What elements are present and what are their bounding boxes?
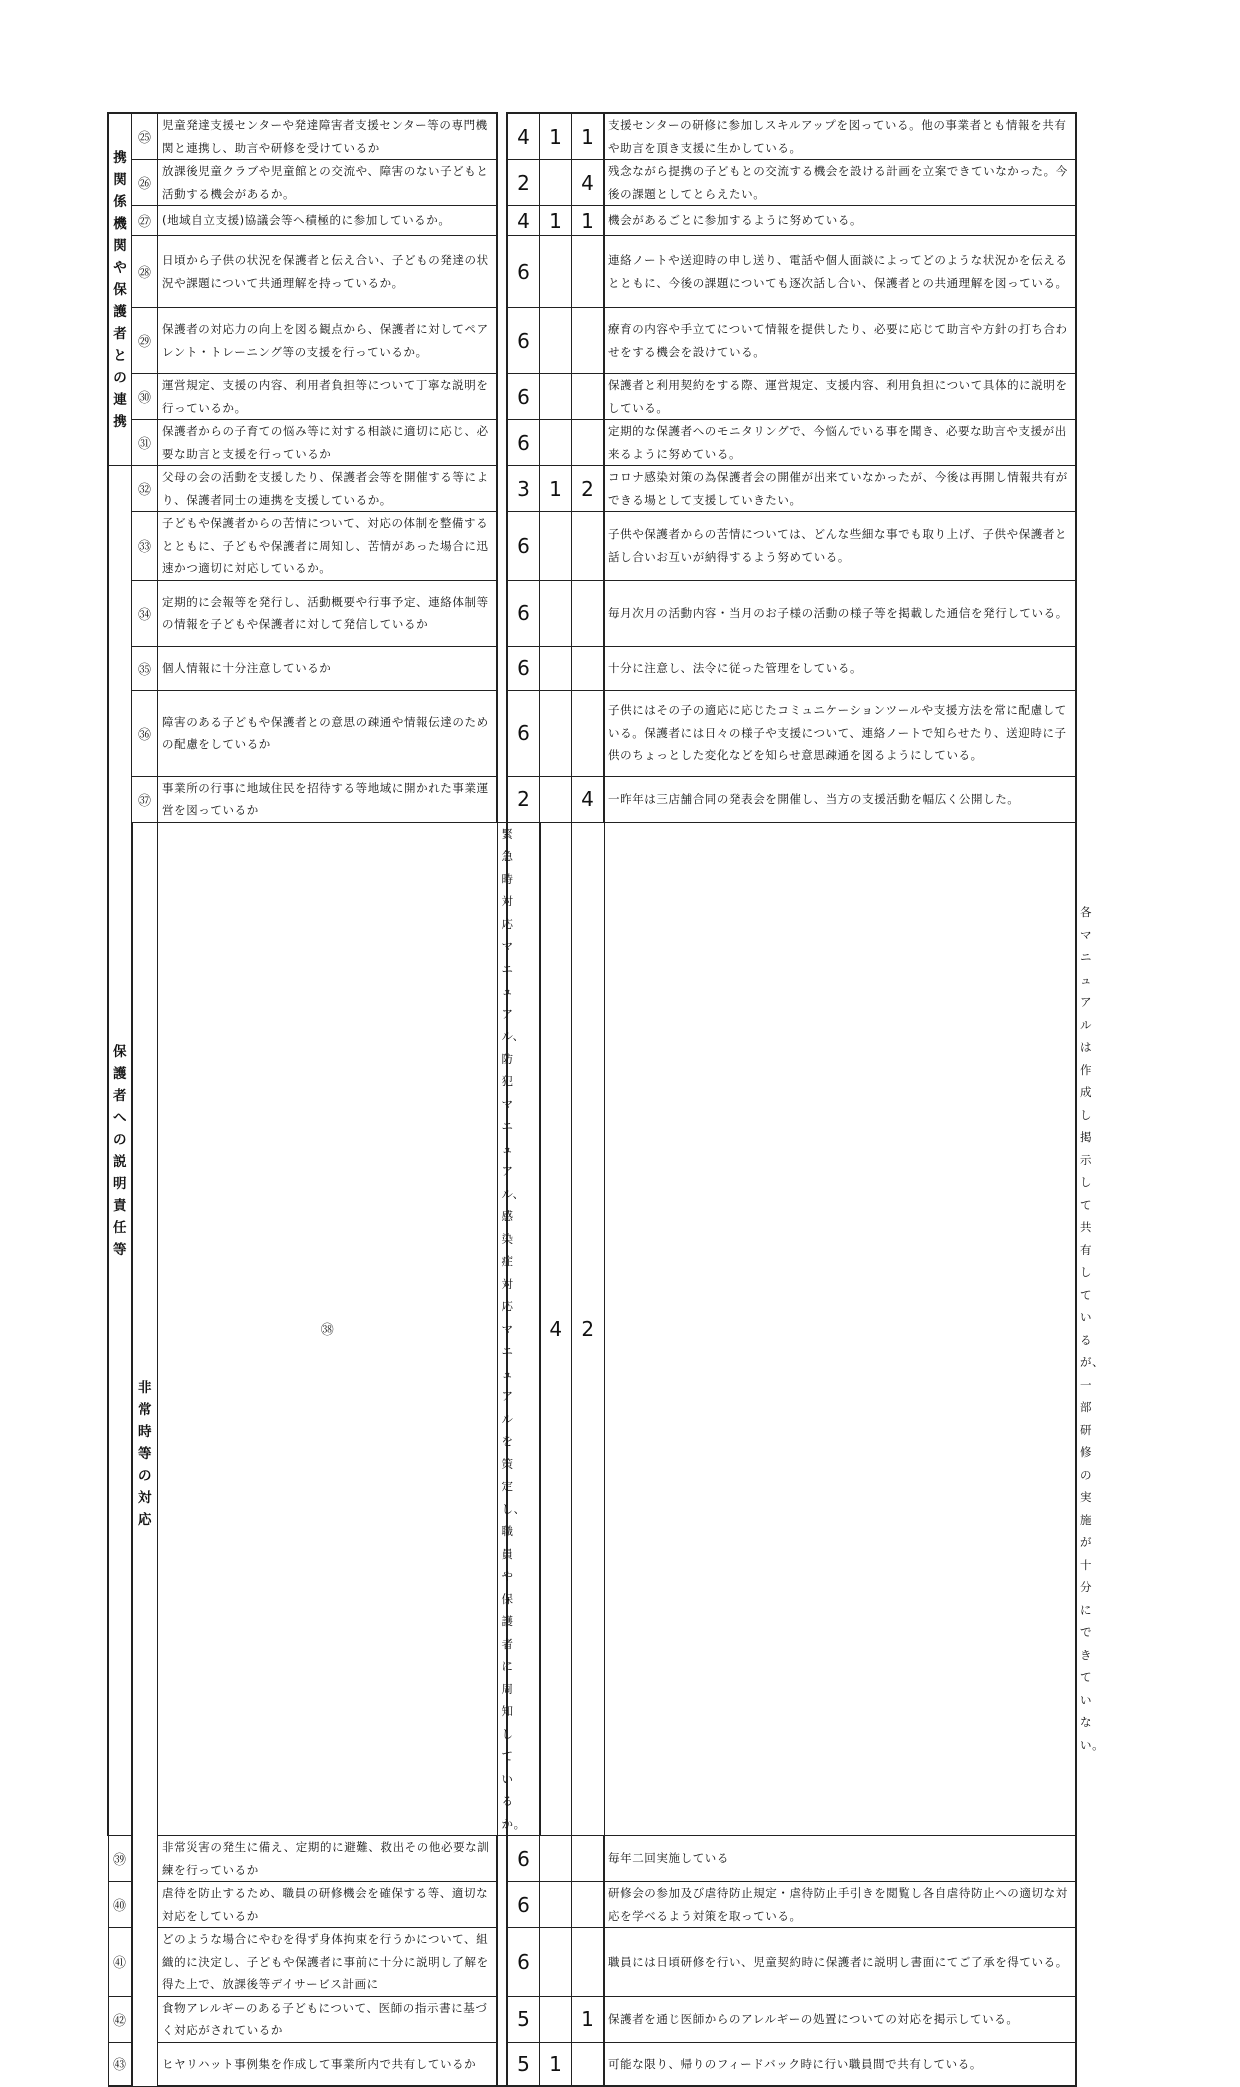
spacer [497,308,507,374]
table-row [108,206,1076,236]
count-unsure [540,690,572,776]
item-number: ㊶ [108,1928,132,1997]
table-row [108,1928,1076,1997]
count-no [572,1882,605,1928]
spacer [497,1996,507,2042]
item-number: ㊱ [132,690,158,776]
spacer [497,420,507,466]
comment-text: 機会があるごとに参加するように努めている。 [604,206,1076,236]
item-number: ㉕ [132,113,158,160]
table-row [108,1836,1076,1882]
item-number: ㊷ [108,1996,132,2042]
comment-text: 子供や保護者からの苦情については、どんな些細な事でも取り上げ、子供や保護者と話し合いお互いが納得するよう努めている。 [604,512,1076,581]
item-number: ㉗ [132,206,158,236]
spacer [497,1928,507,1997]
count-yes: 6 [507,374,540,420]
count-unsure [540,1996,572,2042]
count-no: 1 [572,113,605,160]
count-yes: 6 [507,308,540,374]
item-number: ㉟ [132,646,158,690]
table-row [108,374,1076,420]
question-text: 事業所の行事に地域住民を招待する等地域に開かれた事業運営を図っているか [158,776,498,822]
section-label-text: 非常時等の対応 [138,1380,152,1528]
question-text: 虐待を防止するため、職員の研修機会を確保する等、適切な対応をしているか [158,1882,498,1928]
count-unsure [540,374,572,420]
count-yes: 6 [507,690,540,776]
question-text: ヒヤリハット事例集を作成して事業所内で共有しているか [158,2042,498,2086]
count-unsure [540,580,572,646]
count-yes: 6 [507,646,540,690]
table-row [108,690,1076,776]
table-row: 非常時等の対応 ㊳ 緊急時対応マニュアル、防犯マニュアル、感染症対応マニュアルを策定し、職員や保護者に周知しているか。 4 2 各マニュアルは作成し掲示して共有しているが、一部研修の実施が十分にできていない。 [108,822,1076,1836]
question-text: 保護者の対応力の向上を図る観点から、保護者に対してペアレント・トレーニング等の支援を行っているか。 [158,308,498,374]
count-no: 1 [572,1996,605,2042]
count-unsure: 1 [540,113,572,160]
question-text: 日頃から子供の状況を保護者と伝え合い、子どもの発達の状況や課題について共通理解を持っているか。 [158,236,498,308]
comment-text: 残念ながら提携の子どもとの交流する機会を設ける計画を立案できていなかった。今後の課題としてとらえたい。 [604,160,1076,206]
count-unsure [540,646,572,690]
comment-text: 研修会の参加及び虐待防止規定・虐待防止手引きを閲覧し各自虐待防止への適切な対応を学べるよう対策を取っている。 [604,1882,1076,1928]
question-text: 非常災害の発生に備え、定期的に避難、救出その他必要な訓練を行っているか [158,1836,498,1882]
section-label-text: 保護者への説明責任等 [113,1043,127,1258]
item-number: ㉖ [132,160,158,206]
count-no [572,512,605,581]
table-row [108,646,1076,690]
count-yes: 5 [507,1996,540,2042]
count-unsure: 1 [540,466,572,512]
question-text: 障害のある子どもや保護者との意思の疎通や情報伝達のための配慮をしているか [158,690,498,776]
count-yes: 6 [507,1928,540,1997]
table-row [108,776,1076,822]
comment-text: 子供にはその子の適応に応じたコミュニケーションツールや支援方法を常に配慮している。保護者には日々の様子や支援について、連絡ノートで知らせたり、送迎時に子供のちょっとした変化などを知らせ意思疎通を図るようにしている。 [604,690,1076,776]
section-label [132,822,158,2086]
count-unsure: 1 [540,2042,572,2086]
count-no [572,690,605,776]
question-text: 個人情報に十分注意しているか [158,646,498,690]
spacer [497,160,507,206]
question-text: 子どもや保護者からの苦情について、対応の体制を整備するとともに、子どもや保護者に周知し、苦情があった場合に迅速かつ適切に対応しているか。 [158,512,498,581]
count-yes: 6 [507,1882,540,1928]
count-no [572,420,605,466]
count-unsure [540,1928,572,1997]
count-no [572,308,605,374]
count-yes: 2 [507,160,540,206]
count-unsure [540,236,572,308]
count-no: 4 [572,160,605,206]
spacer [497,466,507,512]
comment-text: 定期的な保護者へのモニタリングで、今悩んでいる事を聞き、必要な助言や支援が出来るように努めている。 [604,420,1076,466]
item-number: ㊲ [132,776,158,822]
table-row [108,1996,1076,2042]
spacer [497,113,507,160]
count-unsure [540,160,572,206]
question-text: どのような場合にやむを得ず身体拘束を行うかについて、組織的に決定し、子どもや保護者に事前に十分に説明し了解を得た上で、放課後等デイサービス計画に [158,1928,498,1997]
count-no [572,374,605,420]
item-number: ㉝ [132,512,158,581]
question-text: 保護者からの子育ての悩み等に対する相談に適切に応じ、必要な助言と支援を行っているか [158,420,498,466]
table-row [108,580,1076,646]
item-number: ㉞ [132,580,158,646]
comment-text: 可能な限り、帰りのフィードバック時に行い職員間で共有している。 [604,2042,1076,2086]
count-unsure [540,776,572,822]
evaluation-table [107,112,1105,2087]
count-unsure: 2 [572,822,605,1836]
comment-text: 一昨年は三店舗合同の発表会を開催し、当方の支援活動を幅広く公開した。 [604,776,1076,822]
question-text: 定期的に会報等を発行し、活動概要や行事予定、連絡体制等の情報を子どもや保護者に対して発信しているか [158,580,498,646]
table-row [108,160,1076,206]
section-label [108,466,132,1836]
item-number: ㉜ [132,466,158,512]
spacer [497,690,507,776]
table-row [108,113,1076,160]
spacer [497,374,507,420]
table-row [108,1882,1076,1928]
spacer [497,236,507,308]
table-row [108,308,1076,374]
count-unsure [540,512,572,581]
count-no [572,2042,605,2086]
count-no [572,1928,605,1997]
count-no [604,822,1076,1836]
count-yes: 6 [507,512,540,581]
comment-text: 療育の内容や手立てについて情報を提供したり、必要に応じて助言や方針の打ち合わせをする機会を設けている。 [604,308,1076,374]
count-no [572,1836,605,1882]
comment-text: 連絡ノートや送迎時の申し送り、電話や個人面談によってどのような状況かを伝えるとともに、今後の課題についても逐次話し合い、保護者との共通理解を図っている。 [604,236,1076,308]
count-yes: 4 [507,206,540,236]
spacer [497,646,507,690]
count-unsure: 1 [540,206,572,236]
comment-text: 保護者と利用契約をする際、運営規定、支援内容、利用負担について具体的に説明をしている。 [604,374,1076,420]
item-number: ㊳ [158,822,498,1836]
comment-text: 支援センターの研修に参加しスキルアップを図っている。他の事業者とも情報を共有や助言を頂き支援に生かしている。 [604,113,1076,160]
evaluation-sheet [107,112,1105,2087]
section-label-text: 携関係機関や保護者との連携 [113,149,127,430]
count-no [572,236,605,308]
item-number: ㊸ [108,2042,132,2086]
item-number: ㉚ [132,374,158,420]
question-text: (地域自立支援)協議会等へ積極的に参加しているか。 [158,206,498,236]
table-row [108,236,1076,308]
count-yes: 6 [507,420,540,466]
count-yes: 6 [507,1836,540,1882]
count-yes: 4 [540,822,572,1836]
comment-text: 十分に注意し、法令に従った管理をしている。 [604,646,1076,690]
count-unsure [540,308,572,374]
count-no: 1 [572,206,605,236]
item-number: ㊴ [108,1836,132,1882]
item-number: ㉛ [132,420,158,466]
item-number: ㊵ [108,1882,132,1928]
spacer [497,776,507,822]
comment-text: 毎月次月の活動内容・当月のお子様の活動の様子等を掲載した通信を発行している。 [604,580,1076,646]
count-unsure [540,1882,572,1928]
question-text: 緊急時対応マニュアル、防犯マニュアル、感染症対応マニュアルを策定し、職員や保護者に周知しているか。 [497,822,507,1836]
count-yes: 3 [507,466,540,512]
table-row [108,512,1076,581]
question-text: 父母の会の活動を支援したり、保護者会等を開催する等により、保護者同士の連携を支援しているか。 [158,466,498,512]
count-yes: 6 [507,580,540,646]
count-yes: 4 [507,113,540,160]
question-text: 運営規定、支援の内容、利用者負担等について丁寧な説明を行っているか。 [158,374,498,420]
count-unsure [540,420,572,466]
count-yes: 5 [507,2042,540,2086]
count-no [572,580,605,646]
comment-text: 毎年二回実施している [604,1836,1076,1882]
count-no: 2 [572,466,605,512]
count-unsure [540,1836,572,1882]
spacer [497,206,507,236]
table-row [108,2042,1076,2086]
spacer [497,512,507,581]
spacer [497,1882,507,1928]
item-number: ㉙ [132,308,158,374]
question-text: 放課後児童クラブや児童館との交流や、障害のない子どもと活動する機会があるか。 [158,160,498,206]
comment-text: 職員には日頃研修を行い、児童契約時に保護者に説明し書面にてご了承を得ている。 [604,1928,1076,1997]
section-label [108,113,132,466]
count-no: 4 [572,776,605,822]
comment-text: 保護者を通じ医師からのアレルギーの処置についての対応を掲示している。 [604,1996,1076,2042]
count-no [572,646,605,690]
count-yes: 2 [507,776,540,822]
item-number: ㉘ [132,236,158,308]
question-text: 食物アレルギーのある子どもについて、医師の指示書に基づく対応がされているか [158,1996,498,2042]
question-text: 児童発達支援センターや発達障害者支援センター等の専門機関と連携し、助言や研修を受けているか [158,113,498,160]
table-row [108,420,1076,466]
comment-text: コロナ感染対策の為保護者会の開催が出来ていなかったが、今後は再開し情報共有ができる場として支援していきたい。 [604,466,1076,512]
spacer [497,1836,507,1882]
table-row [108,466,1076,512]
count-yes: 6 [507,236,540,308]
spacer [497,580,507,646]
spacer [497,2042,507,2086]
